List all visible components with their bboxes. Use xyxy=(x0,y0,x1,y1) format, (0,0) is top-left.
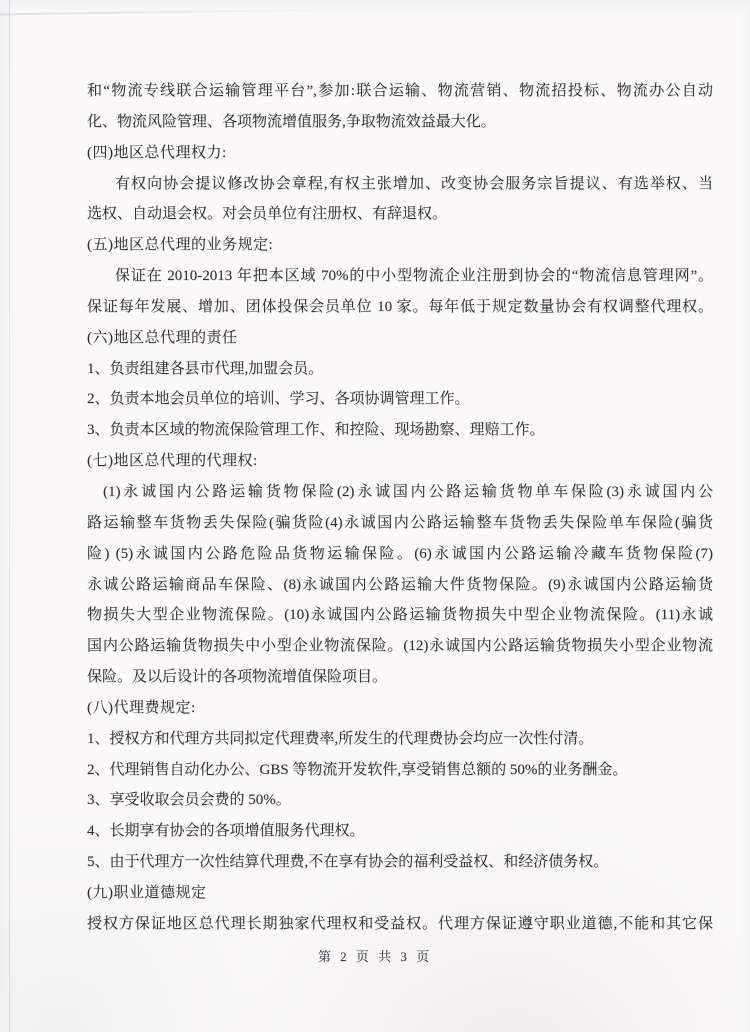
text-line: (五)地区总代理的业务规定: xyxy=(87,237,274,254)
text-line: 2、负责本地会员单位的培训、学习、各项协调管理工作。 xyxy=(87,391,470,408)
text-line: 授权方保证地区总代理长期独家代理权和受益权。代理方保证遵守职业道德,不能和其它保 xyxy=(87,915,713,932)
document-body xyxy=(87,76,713,940)
text-line: (四)地区总代理权力: xyxy=(87,144,227,161)
text-line: 1、授权方和代理方共同拟定代理费率,所发生的代理费协会均应一次性付清。 xyxy=(87,730,594,747)
text-line: 5、由于代理方一次性结算代理费,不在享有协会的福利受益权、和经济债务权。 xyxy=(87,854,609,871)
text-line: 3、享受收取会员会费的 50%。 xyxy=(87,792,291,809)
text-line: 保证每年发展、增加、团体投保会员单位 10 家。每年低于规定数量协会有权调整代理权。 xyxy=(87,298,713,315)
text-line: 3、负责本区域的物流保险管理工作、和控险、现场勘察、理赔工作。 xyxy=(87,422,545,439)
text-line: 和“物流专线联合运输管理平台”,参加:联合运输、物流营销、物流招投标、物流办公自动 xyxy=(87,83,713,99)
text-line: 保险。及以后设计的各项物流增值保险项目。 xyxy=(87,669,388,686)
page-number: 第 2 页 共 3 页 xyxy=(317,949,433,964)
paper-crease-left xyxy=(9,0,10,1032)
text-line: 永诚公路运输商品车保险、(8)永诚国内公路运输大件货物保险。(9)永诚国内公路运输货 xyxy=(87,576,713,593)
text-line: (七)地区总代理的代理权: xyxy=(87,453,258,470)
text-line: 化、物流风险管理、各项物流增值服务,争取物流效益最大化。 xyxy=(87,113,496,130)
text-line: (八)代理费规定: xyxy=(87,699,196,716)
text-line: 保证在 2010-2013 年把本区域 70%的中小型物流企业注册到协会的“物流信息管理网”。 xyxy=(115,268,713,285)
text-line: 险) (5)永诚国内公路危险品货物运输保险。(6)永诚国内公路运输冷藏车货物保险(7) xyxy=(87,545,713,562)
text-line: 2、代理销售自动化办公、GBS 等物流开发软件,享受销售总额的 50%的业务酬金。 xyxy=(87,761,628,778)
text-line: 路运输整车货物丢失保险(骗货险(4)永诚国内公路运输整车货物丢失保险单车保险(骗货 xyxy=(87,514,713,531)
text-line: 4、长期享有协会的各项增值服务代理权。 xyxy=(87,823,365,840)
text-line: 国内公路运输货物损失中小型企业物流保险。(12)永诚国内公路运输货物损失小型企业物流 xyxy=(87,638,713,655)
text-line: 选权、自动退会权。对会员单位有注册权、有辞退权。 xyxy=(87,206,448,223)
text-line: (六)地区总代理的责任 xyxy=(87,329,238,346)
text-line: 物损失大型企业物流保险。(10)永诚国内公路运输货物损失中型企业物流保险。(11)永诚 xyxy=(87,607,713,624)
text-line: 有权向协会提议修改协会章程,有权主张增加、改变协会服务宗旨提议、有选举权、当 xyxy=(115,175,713,192)
text-line: (1)永诚国内公路运输货物保险(2)永诚国内公路运输货物单车保险(3)永诚国内公 xyxy=(103,483,713,500)
text-line: 1、负责组建各县市代理,加盟会员。 xyxy=(87,360,324,377)
text-line: (九)职业道德规定 xyxy=(87,884,207,901)
paper-crease-top xyxy=(0,9,341,16)
